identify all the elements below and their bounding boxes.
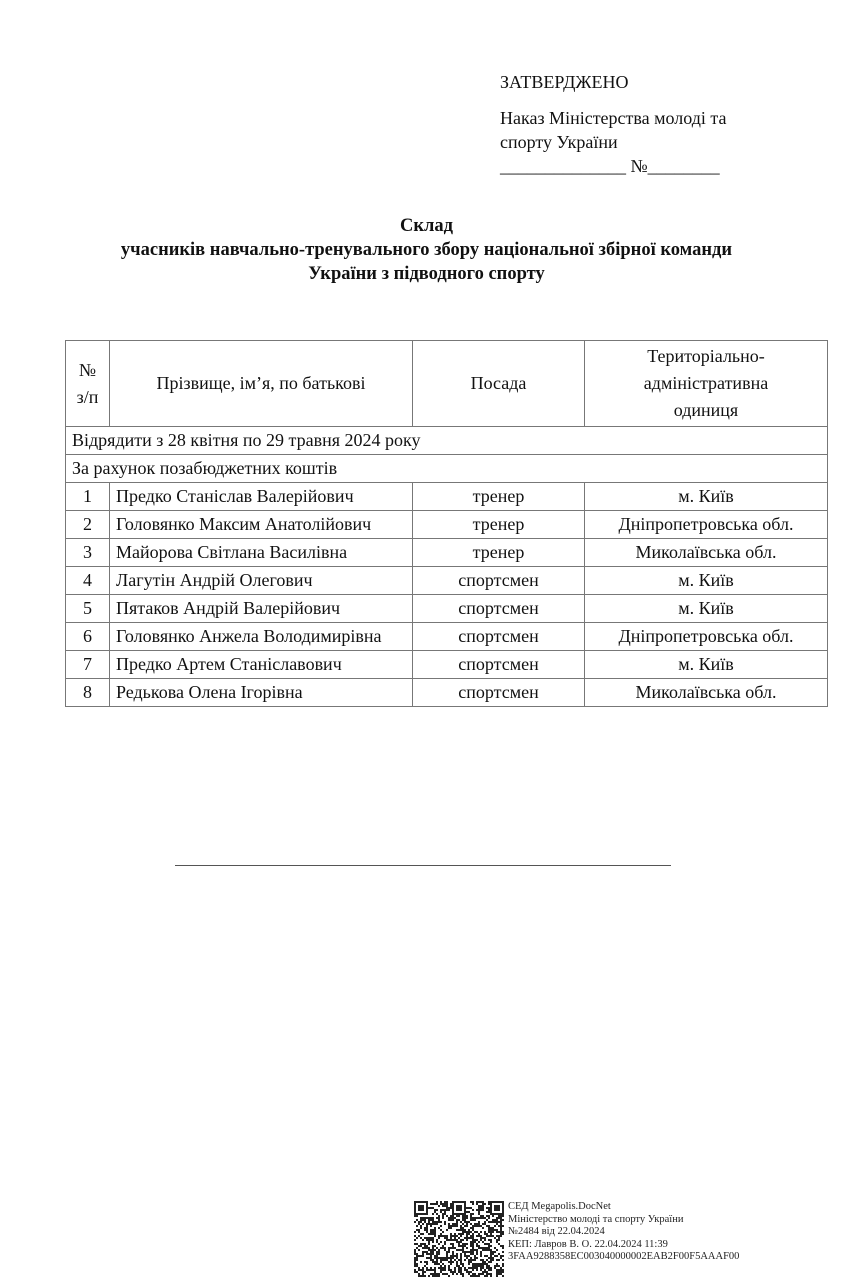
stamp-document-number: №2484 від 22.04.2024 — [508, 1226, 605, 1237]
row-region: Дніпропетровська обл. — [585, 511, 828, 539]
period-text: Відрядити з 28 квітня по 29 травня 2024 року — [66, 427, 828, 455]
row-number: 4 — [66, 567, 110, 595]
row-region: Дніпропетровська обл. — [585, 623, 828, 651]
row-position: тренер — [413, 511, 585, 539]
row-region: м. Київ — [585, 567, 828, 595]
row-number: 5 — [66, 595, 110, 623]
stamp-text — [508, 1201, 739, 1264]
stamp-system: СЕД Megapolis.DocNet — [508, 1201, 611, 1212]
table-row — [66, 483, 828, 511]
table-row — [66, 567, 828, 595]
row-region: м. Київ — [585, 483, 828, 511]
header-region-line3: одиниця — [673, 400, 739, 420]
funding-text: За рахунок позабюджетних коштів — [66, 455, 828, 483]
table-row — [66, 539, 828, 567]
row-number: 6 — [66, 623, 110, 651]
stamp-signer: КЕП: Лавров В. О. 22.04.2024 11:39 — [508, 1238, 668, 1250]
header-name: Прізвище, ім’я, по батькові — [110, 341, 413, 427]
row-name: Лагутін Андрій Олегович — [110, 567, 413, 595]
header-number-line2: з/п — [76, 386, 99, 407]
table-row — [66, 511, 828, 539]
row-number: 2 — [66, 511, 110, 539]
approval-title: ЗАТВЕРДЖЕНО — [500, 72, 629, 92]
header-number — [66, 341, 110, 427]
row-number: 7 — [66, 651, 110, 679]
header-position: Посада — [413, 341, 585, 427]
e-signature-stamp — [414, 1201, 844, 1277]
row-name: Редькова Олена Ігорівна — [110, 679, 413, 707]
heading-subtitle-line1: учасників навчально-тренувального збору національної збірної команди — [120, 240, 733, 260]
row-region: Миколаївська обл. — [585, 539, 828, 567]
participants-table — [65, 340, 828, 707]
closing-divider — [175, 865, 671, 866]
row-position: спортсмен — [413, 679, 585, 707]
row-region: м. Київ — [585, 651, 828, 679]
qr-code-icon — [414, 1201, 504, 1277]
table-row — [66, 623, 828, 651]
row-region: Миколаївська обл. — [585, 679, 828, 707]
approval-order-line1: Наказ Міністерства молоді та — [500, 108, 727, 128]
row-position: спортсмен — [413, 567, 585, 595]
table-row — [66, 595, 828, 623]
row-number: 3 — [66, 539, 110, 567]
row-position: тренер — [413, 539, 585, 567]
stamp-organization: Міністерство молоді та спорту України — [508, 1213, 684, 1225]
funding-row — [66, 455, 828, 483]
row-position: спортсмен — [413, 595, 585, 623]
row-position: спортсмен — [413, 651, 585, 679]
header-region-line1: Територіально- — [647, 346, 765, 366]
row-name: Предко Станіслав Валерійович — [110, 483, 413, 511]
approval-order-line2: спорту України — [500, 132, 618, 152]
header-region — [585, 341, 828, 427]
table-header-row — [66, 341, 828, 427]
approval-order-number: ______________ №________ — [500, 156, 720, 176]
header-region-line2: адміністративна — [643, 373, 769, 393]
row-number: 8 — [66, 679, 110, 707]
row-region: м. Київ — [585, 595, 828, 623]
table-row — [66, 679, 828, 707]
period-row — [66, 427, 828, 455]
row-position: спортсмен — [413, 623, 585, 651]
row-number: 1 — [66, 483, 110, 511]
row-name: Предко Артем Станіславович — [110, 651, 413, 679]
document-heading — [30, 214, 823, 286]
row-position: тренер — [413, 483, 585, 511]
row-name: Майорова Світлана Василівна — [110, 539, 413, 567]
heading-title: Склад — [399, 216, 453, 236]
row-name: Пятаков Андрій Валерійович — [110, 595, 413, 623]
row-name: Головянко Анжела Володимирівна — [110, 623, 413, 651]
table-row — [66, 651, 828, 679]
approval-block — [500, 70, 800, 178]
row-name: Головянко Максим Анатолійович — [110, 511, 413, 539]
heading-subtitle-line2: України з підводного спорту — [308, 264, 545, 284]
stamp-hash: 3FAA9288358EC003040000002EAB2F00F5AAAF00 — [508, 1251, 740, 1262]
header-number-line1: № — [78, 359, 97, 380]
